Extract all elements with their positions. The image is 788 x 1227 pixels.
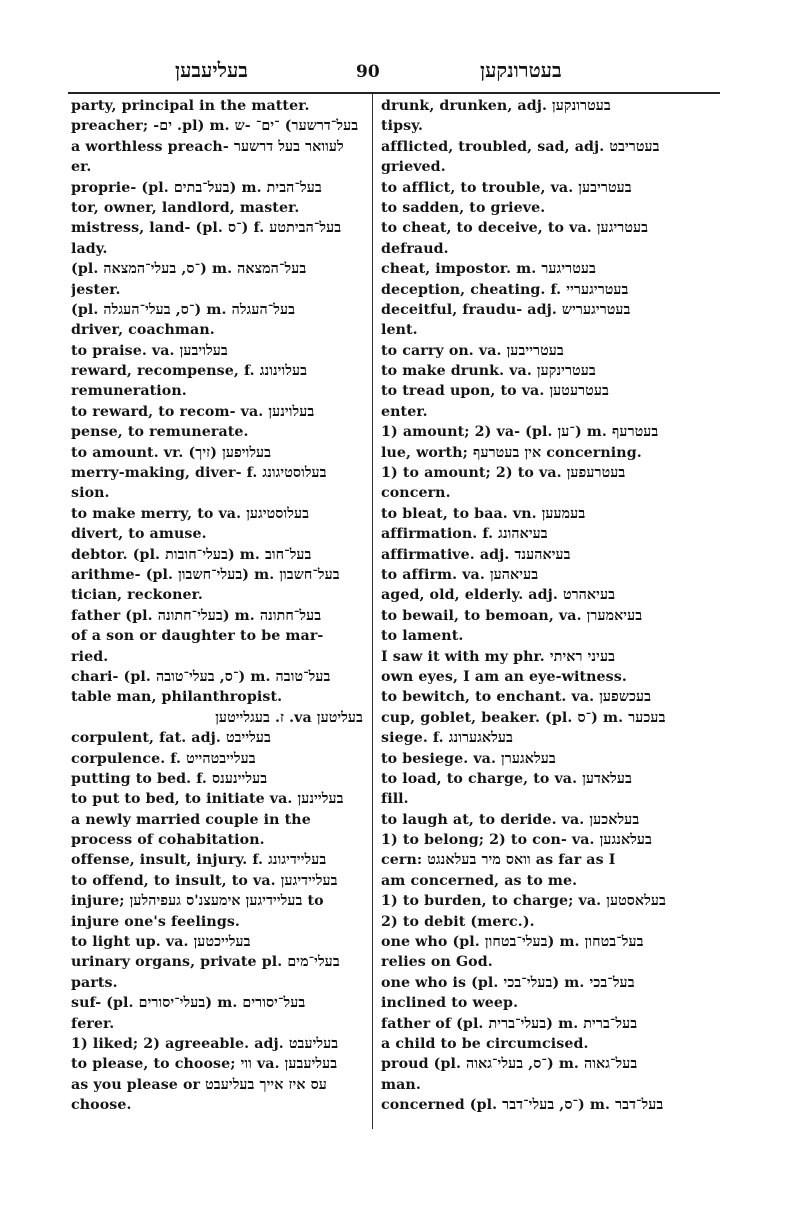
dictionary-line: 1) amount; 2) va- (pl. ־ען) m. בעטרעף bbox=[381, 424, 659, 441]
dictionary-line: to bewitch, to enchant. va. בעכשפען bbox=[381, 689, 652, 706]
dictionary-line: tipsy. bbox=[381, 118, 424, 135]
dictionary-line: suf- (pl. בעלי־יסורים) m. בעל־יסורים bbox=[71, 995, 306, 1012]
dictionary-line: a worthless preach- לעוואר בעל דרשער bbox=[71, 138, 344, 155]
dictionary-line: I saw it with my phr. בעיני ראיתי bbox=[381, 648, 616, 665]
dictionary-line: reward, recompense, f. בעלוינונג bbox=[71, 363, 308, 380]
dictionary-line: preacher; -ים .pl) m. בעל־דרשער) ־ים־ -ש bbox=[71, 118, 359, 135]
dictionary-line: choose. bbox=[71, 1097, 132, 1114]
dictionary-line: deceitful, fraudu- adj. בעטריגעריש bbox=[381, 301, 631, 318]
dictionary-line: one who (pl. בעלי־בטחון) m. בעל־בטחון bbox=[381, 934, 644, 951]
dictionary-line: to besiege. va. בעלאגערן bbox=[381, 750, 556, 767]
dictionary-line: drunk, drunken, adj. בעטרונקען bbox=[381, 98, 611, 114]
dictionary-line: grieved. bbox=[381, 159, 446, 176]
dictionary-line: am concerned, as to me. bbox=[381, 872, 578, 889]
dictionary-line: to please, to choose; ווי va. בעליעבען bbox=[71, 1056, 338, 1073]
dictionary-line: process of cohabitation. bbox=[71, 832, 265, 849]
dictionary-line: 1) liked; 2) agreeable. adj. בעליעבט bbox=[71, 1035, 339, 1052]
dictionary-line: to cheat, to deceive, to va. בעטריגען bbox=[381, 220, 649, 237]
dictionary-line: to load, to charge, to va. בעלאדען bbox=[381, 770, 632, 787]
column-divider bbox=[372, 94, 373, 1129]
dictionary-line: sion. bbox=[71, 485, 110, 502]
dictionary-line: a child to be circumcised. bbox=[381, 1035, 589, 1052]
dictionary-line: to amount. vr. (זיך) בעלויפען bbox=[71, 444, 272, 461]
dictionary-line: to make drunk. va. בעטרינקען bbox=[381, 363, 596, 380]
dictionary-line: chari- (pl. ־ס, בעלי־טובה) m. בעל־טובה bbox=[71, 668, 331, 685]
dictionary-line: cern: וואס מיר בעלאנגט as far as I bbox=[381, 852, 616, 869]
dictionary-line: relies on God. bbox=[381, 954, 493, 971]
dictionary-line: father (pl. בעלי־חתונה) m. בעל־חתונה bbox=[71, 607, 322, 624]
running-head-right: בעטרונקען bbox=[480, 58, 562, 82]
dictionary-line: party, principal in the matter. bbox=[71, 98, 310, 114]
dictionary-line: lent. bbox=[381, 322, 418, 339]
dictionary-line: to offend, to insult, to va. בעליידיגען bbox=[71, 872, 338, 889]
dictionary-line: concern. bbox=[381, 485, 451, 502]
dictionary-line: corpulent, fat. adj. בעלייבט bbox=[71, 730, 271, 747]
dictionary-line: to affirm. va. בעיאהען bbox=[381, 566, 539, 583]
dictionary-line: cheat, impostor. m. בעטריגער bbox=[381, 261, 596, 278]
dictionary-line: a newly married couple in the bbox=[71, 811, 311, 828]
running-head-left: בעליעבען bbox=[175, 58, 248, 82]
dictionary-line: aged, old, elderly. adj. בעיאהרט bbox=[381, 587, 616, 604]
page-number: 90 bbox=[356, 62, 380, 82]
dictionary-line: to laugh at, to deride. va. בעלאכען bbox=[381, 811, 640, 828]
dictionary-line: as you please or עס איז אייך בעליעבט bbox=[71, 1076, 327, 1093]
dictionary-line: own eyes, I am an eye-witness. bbox=[381, 668, 627, 685]
right-column bbox=[381, 96, 719, 1116]
dictionary-line: arithme- (pl. בעלי־חשבון) m. בעל־חשבון bbox=[71, 566, 340, 583]
dictionary-line: jester. bbox=[71, 281, 121, 298]
dictionary-line: (pl. ־ס, בעלי־המצאה) m. בעל־המצאה bbox=[71, 261, 307, 278]
dictionary-line: to afflict, to trouble, va. בעטריבען bbox=[381, 179, 632, 196]
header-rule bbox=[68, 92, 720, 94]
dictionary-line: putting to bed. f. בעליינענס bbox=[71, 770, 268, 787]
dictionary-line: corpulence. f. בעלייבטהייט bbox=[71, 750, 256, 767]
dictionary-line: deception, cheating. f. בעטריגעריי bbox=[381, 281, 629, 298]
dictionary-line: table man, philanthropist. bbox=[71, 689, 283, 706]
dictionary-line: defraud. bbox=[381, 240, 449, 257]
dictionary-line: to tread upon, to va. בעטרעטען bbox=[381, 383, 609, 400]
dictionary-line: 1) to amount; 2) to va. בעטרעפען bbox=[381, 465, 626, 482]
dictionary-line: to sadden, to grieve. bbox=[381, 199, 546, 216]
dictionary-line: to bleat, to baa. vn. בעמעען bbox=[381, 505, 586, 522]
dictionary-line: parts. bbox=[71, 974, 118, 991]
dictionary-line: to praise. va. בעלויבען bbox=[71, 342, 228, 359]
dictionary-line: fill. bbox=[381, 791, 409, 808]
dictionary-line: to reward, to recom- va. בעלוינען bbox=[71, 403, 315, 420]
dictionary-line: 1) to belong; 2) to con- va. בעלאנגען bbox=[381, 832, 652, 849]
dictionary-line: affirmation. f. בעיאהונג bbox=[381, 526, 548, 543]
dictionary-line: inclined to weep. bbox=[381, 995, 519, 1012]
dictionary-line: affirmative. adj. בעיאהענד bbox=[381, 546, 571, 563]
dictionary-line: siege. f. בעלאגערונג bbox=[381, 730, 513, 747]
dictionary-line: concerned (pl. ־ס, בעלי־דבר) m. בעל־דבר bbox=[381, 1097, 664, 1114]
dictionary-line: of a son or daughter to be mar- bbox=[71, 628, 324, 645]
dictionary-line: offense, insult, injury. f. בעליידיגונג bbox=[71, 852, 327, 869]
dictionary-line: injure one's feelings. bbox=[71, 913, 240, 930]
dictionary-line: debtor. (pl. בעלי־חובות) m. בעל־חוב bbox=[71, 546, 312, 563]
dictionary-line: pense, to remunerate. bbox=[71, 424, 249, 441]
dictionary-line: (pl. ־ס, בעלי־העגלה) m. בעל־העגלה bbox=[71, 301, 296, 318]
dictionary-line: tor, owner, landlord, master. bbox=[71, 199, 300, 216]
dictionary-line: father of (pl. בעלי־ברית) m. בעל־ברית bbox=[381, 1015, 638, 1032]
left-column bbox=[71, 96, 363, 1116]
dictionary-line: injure; בעליידיגען אימעצנ'ס געפיהלען to bbox=[71, 893, 324, 910]
dictionary-line: afflicted, troubled, sad, adj. בעטריבט bbox=[381, 138, 660, 155]
dictionary-line: ferer. bbox=[71, 1015, 115, 1032]
dictionary-line: 2) to debit (merc.). bbox=[381, 913, 535, 930]
dictionary-line: to lament. bbox=[381, 628, 464, 645]
dictionary-line: divert, to amuse. bbox=[71, 526, 207, 543]
dictionary-line: enter. bbox=[381, 403, 428, 420]
dictionary-line: driver, coachman. bbox=[71, 322, 215, 339]
dictionary-line: to bewail, to bemoan, va. בעיאמערן bbox=[381, 607, 643, 624]
dictionary-line: tician, reckoner. bbox=[71, 587, 203, 604]
dictionary-line: to make merry, to va. בעלוסטיגען bbox=[71, 505, 310, 522]
dictionary-line: mistress, land- (pl. ־ס) f. בעל־הביתטע bbox=[71, 220, 342, 237]
dictionary-line: בעליטען va. ז. בעגלייטען bbox=[215, 709, 363, 726]
dictionary-line: 1) to burden, to charge; va. בעלאסטען bbox=[381, 893, 666, 910]
dictionary-line: lady. bbox=[71, 240, 108, 257]
dictionary-line: ried. bbox=[71, 648, 109, 665]
dictionary-line: cup, goblet, beaker. (pl. ־ס) m. בעכער bbox=[381, 709, 666, 726]
dictionary-line: proprie- (pl. בעל־בתים) m. בעל־הבית bbox=[71, 179, 322, 196]
dictionary-line: to light up. va. בעלייכטען bbox=[71, 934, 251, 951]
dictionary-line: proud (pl. ־ס, בעלי־גאוה) m. בעל־גאוה bbox=[381, 1056, 638, 1073]
dictionary-line: to carry on. va. בעטרייבען bbox=[381, 342, 564, 359]
dictionary-line: er. bbox=[71, 159, 92, 176]
dictionary-line: lue, worth; אין בעטרעף concerning. bbox=[381, 444, 642, 461]
dictionary-line: urinary organs, private pl. בעלי־מים bbox=[71, 954, 340, 971]
dictionary-line: merry-making, diver- f. בעלוסטיגונג bbox=[71, 465, 327, 482]
dictionary-line: remuneration. bbox=[71, 383, 187, 400]
dictionary-line: to put to bed, to initiate va. בעליינען bbox=[71, 791, 344, 808]
dictionary-line: one who is (pl. בעלי־בכי) m. בעל־בכי bbox=[381, 974, 635, 991]
dictionary-line: man. bbox=[381, 1076, 421, 1093]
